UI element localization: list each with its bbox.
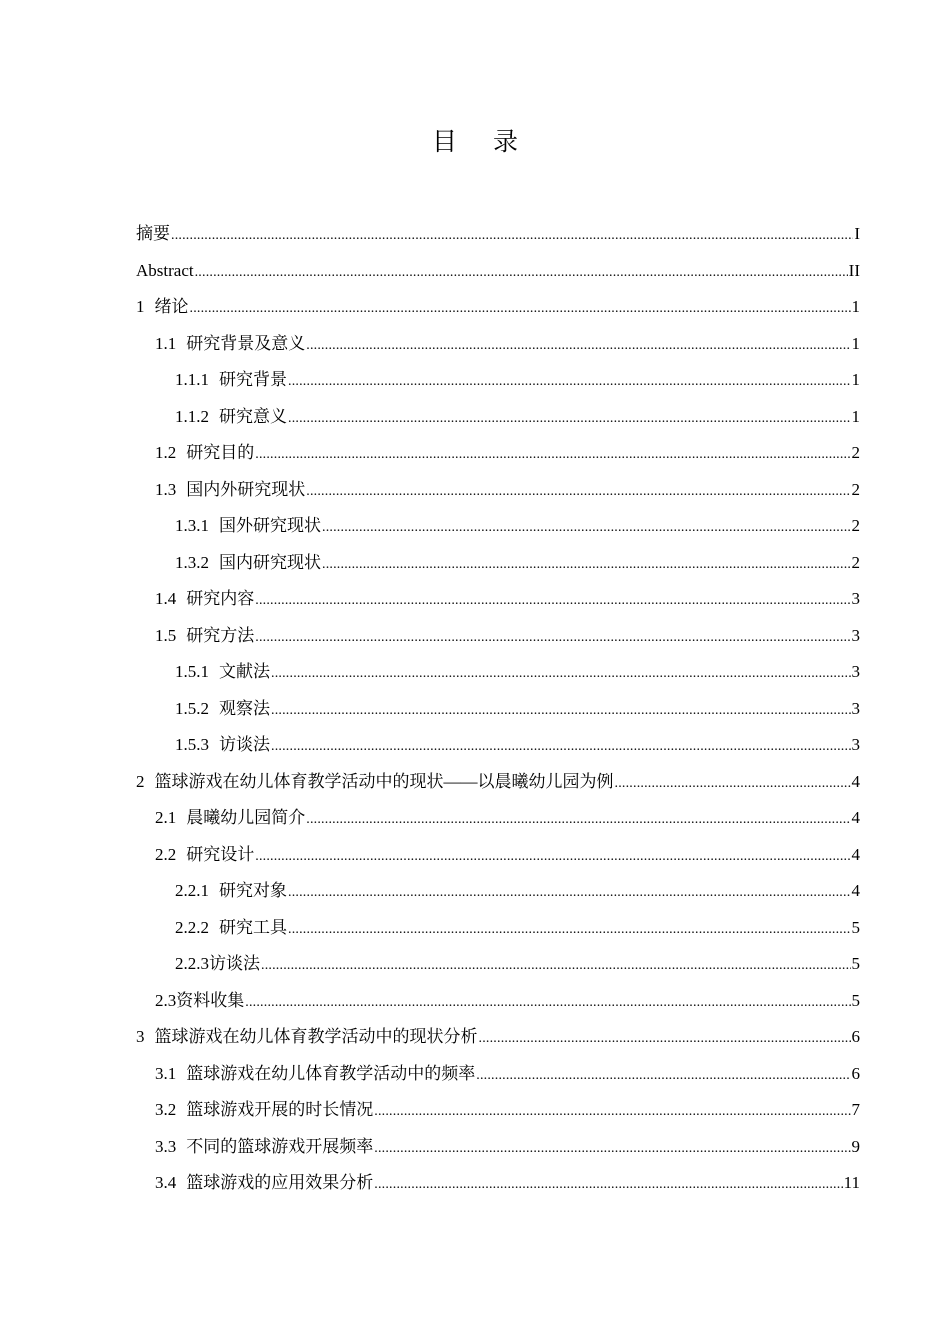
toc-page-number: 1 — [851, 297, 860, 316]
toc-page-number: 2 — [851, 516, 860, 535]
toc-page-number: 11 — [843, 1173, 860, 1192]
toc-entry-label: 绪论 — [154, 297, 189, 316]
toc-page-number: 4 — [851, 771, 860, 791]
toc-entry-title[interactable] — [155, 800, 305, 837]
toc-entry-title[interactable] — [155, 1056, 475, 1093]
toc-entry-label: 篮球游戏开展的时长情况 — [186, 1100, 374, 1119]
toc-entry[interactable] — [136, 618, 860, 655]
toc-entry[interactable] — [136, 946, 860, 983]
toc-entry[interactable] — [136, 654, 860, 691]
toc-entry[interactable] — [136, 581, 860, 618]
toc-dot-leader — [322, 547, 851, 584]
toc-entry-title[interactable] — [155, 618, 254, 655]
toc-entry-label: 研究工具 — [219, 917, 287, 937]
toc-entry-label: 国外研究现状 — [219, 516, 321, 535]
toc-entry-label: 篮球游戏的应用效果分析 — [186, 1173, 374, 1192]
page-title: 目 录 — [432, 127, 532, 156]
toc-entry[interactable] — [136, 800, 860, 837]
toc-entry-label: 不同的篮球游戏开展频率 — [186, 1136, 374, 1156]
toc-entry[interactable] — [136, 399, 860, 436]
toc-entry-number: 1.2 — [155, 443, 177, 462]
toc-entry-label: 研究意义 — [219, 406, 287, 426]
toc-entry-label: 研究对象 — [219, 881, 287, 900]
toc-dot-leader — [374, 1131, 850, 1168]
toc-entry-title[interactable] — [155, 1092, 373, 1129]
toc-entry[interactable] — [136, 545, 860, 582]
toc-entry-label: 研究设计 — [186, 844, 255, 864]
toc-page-number: 4 — [851, 844, 860, 864]
toc-entry-label: 资料收集 — [176, 990, 245, 1010]
toc-entry-label: 访谈法 — [209, 954, 260, 973]
toc-entry-title[interactable] — [136, 764, 614, 801]
toc-entry-title[interactable] — [175, 946, 260, 983]
toc-entry-number: 3.4 — [155, 1173, 177, 1192]
toc-entry[interactable] — [136, 691, 860, 728]
toc-page-number: 3 — [851, 735, 860, 754]
toc-entry[interactable] — [136, 1056, 860, 1093]
toc-entry[interactable] — [136, 216, 860, 253]
toc-dot-leader — [306, 328, 850, 365]
toc-page-number: II — [848, 260, 860, 280]
toc-entry-label: 篮球游戏在幼儿体育教学活动中的现状分析 — [154, 1027, 478, 1046]
toc-entry[interactable] — [136, 508, 860, 545]
toc-entry-number: 1 — [136, 297, 145, 316]
toc-entry-title[interactable] — [136, 253, 194, 290]
toc-entry-label: 篮球游戏在幼儿体育教学活动中的现状——以晨曦幼儿园为例 — [154, 771, 614, 791]
toc-dot-leader — [171, 218, 853, 255]
toc-dot-leader — [255, 620, 850, 657]
toc-entry-title[interactable] — [155, 837, 254, 874]
toc-entry-number: 1.3.1 — [175, 516, 209, 535]
toc-page-number: 3 — [851, 625, 860, 645]
toc-page-number: 4 — [851, 808, 860, 827]
toc-entry-number: 1.5.2 — [175, 698, 209, 718]
toc-entry-label: 观察法 — [219, 698, 270, 718]
toc-entry-title[interactable] — [175, 910, 287, 947]
toc-page-number: 2 — [851, 552, 860, 572]
toc-entry-number: 2.2 — [155, 844, 177, 864]
toc-entry-number: 2 — [136, 771, 145, 791]
toc-page-number: 3 — [851, 662, 860, 681]
toc-entry-label: 研究背景 — [219, 370, 287, 389]
toc-entry[interactable] — [136, 983, 860, 1020]
toc-entry-number: 2.1 — [155, 808, 177, 827]
toc-dot-leader — [288, 875, 851, 912]
toc-dot-leader — [271, 656, 851, 693]
toc-entry-title[interactable] — [155, 326, 305, 363]
toc-entry-number: 1.5.1 — [175, 662, 209, 681]
toc-entry-title[interactable] — [155, 472, 305, 509]
toc-entry-title[interactable] — [155, 1129, 373, 1166]
toc-dot-leader — [288, 912, 851, 949]
toc-entry-number: 3 — [136, 1027, 145, 1046]
toc-dot-leader — [288, 401, 851, 438]
toc-page-number: 4 — [851, 881, 860, 900]
toc-entry-title[interactable] — [155, 435, 254, 472]
toc-entry-label: 摘要 — [136, 224, 170, 243]
toc-entry-number: 2.2.1 — [175, 881, 209, 900]
toc-entry-title[interactable] — [175, 691, 270, 728]
toc-entry[interactable] — [136, 1129, 860, 1166]
toc-entry-label: 国内外研究现状 — [186, 479, 306, 499]
toc-dot-leader — [245, 985, 850, 1022]
toc-entry[interactable] — [136, 764, 860, 801]
toc-dot-leader — [271, 729, 851, 766]
toc-entry-number: 1.3.2 — [175, 552, 209, 572]
toc-entry-label: 国内研究现状 — [219, 552, 321, 572]
toc-entry-label: 研究内容 — [186, 589, 255, 608]
toc-page-number: 3 — [851, 589, 860, 608]
toc-entry[interactable] — [136, 837, 860, 874]
toc-entry-number: 1.5 — [155, 625, 177, 645]
toc-dot-leader — [190, 291, 851, 328]
toc-dot-leader — [479, 1021, 851, 1058]
toc-entry-number: 3.3 — [155, 1136, 177, 1156]
toc-page-number: 1 — [851, 406, 860, 426]
toc-entry[interactable] — [136, 910, 860, 947]
toc-entry[interactable] — [136, 326, 860, 363]
toc-page-number: 9 — [851, 1136, 860, 1156]
toc-entry-number: 3.2 — [155, 1100, 177, 1119]
toc-page-number: 5 — [851, 990, 860, 1010]
toc-entry[interactable] — [136, 1165, 860, 1202]
toc-entry-label: 研究目的 — [186, 443, 255, 462]
toc-dot-leader — [306, 802, 850, 839]
toc-entry-title[interactable] — [136, 289, 189, 326]
toc-entry-label: 文献法 — [219, 662, 270, 681]
toc-entry-label: Abstract — [136, 260, 194, 280]
toc-entry[interactable] — [136, 727, 860, 764]
toc-entry-number: 1.1 — [155, 333, 177, 353]
toc-entry-number: 2.2.3 — [175, 954, 209, 973]
toc-entry-label: 研究背景及意义 — [186, 333, 306, 353]
toc-dot-leader — [271, 693, 851, 730]
table-of-contents — [136, 216, 860, 1202]
toc-page-number: 6 — [851, 1027, 860, 1046]
toc-entry[interactable] — [136, 873, 860, 910]
toc-entry-label: 访谈法 — [219, 735, 270, 754]
toc-page-number: 5 — [851, 917, 860, 937]
toc-entry-number: 3.1 — [155, 1063, 177, 1083]
toc-entry-number: 1.1.1 — [175, 370, 209, 389]
toc-entry[interactable] — [136, 253, 860, 290]
toc-dot-leader — [476, 1058, 850, 1095]
toc-dot-leader — [374, 1094, 850, 1131]
toc-page-number: 1 — [851, 370, 860, 389]
toc-page-number: 3 — [851, 698, 860, 718]
toc-entry-title[interactable] — [175, 873, 287, 910]
toc-entry-title[interactable] — [175, 654, 270, 691]
toc-entry-number: 2.2.2 — [175, 917, 209, 937]
toc-dot-leader — [255, 437, 850, 474]
toc-page-number: 2 — [851, 443, 860, 462]
toc-entry-title[interactable] — [175, 545, 321, 582]
toc-entry-title[interactable] — [155, 581, 254, 618]
toc-entry[interactable] — [136, 362, 860, 399]
toc-dot-leader — [288, 364, 851, 401]
toc-dot-leader — [195, 255, 848, 292]
toc-entry-label: 晨曦幼儿园简介 — [186, 808, 306, 827]
toc-page-number: 1 — [851, 333, 860, 353]
toc-entry-title[interactable] — [136, 216, 170, 253]
toc-entry-number: 1.1.2 — [175, 406, 209, 426]
toc-entry-number: 1.5.3 — [175, 735, 209, 754]
toc-entry[interactable] — [136, 435, 860, 472]
toc-entry-number: 1.3 — [155, 479, 177, 499]
toc-dot-leader — [261, 948, 851, 985]
toc-entry-title[interactable] — [175, 508, 321, 545]
toc-entry-title[interactable] — [155, 983, 244, 1020]
toc-dot-leader — [322, 510, 851, 547]
toc-entry[interactable] — [136, 289, 860, 326]
toc-dot-leader — [306, 474, 850, 511]
toc-dot-leader — [255, 839, 850, 876]
toc-page-number: 7 — [851, 1100, 860, 1119]
toc-entry-title[interactable] — [175, 727, 270, 764]
toc-page-number: I — [854, 224, 860, 243]
toc-entry-title[interactable] — [155, 1165, 373, 1202]
toc-entry-title[interactable] — [175, 362, 287, 399]
toc-entry-title[interactable] — [175, 399, 287, 436]
toc-dot-leader — [255, 583, 850, 620]
toc-page-number: 2 — [851, 479, 860, 499]
toc-page-number: 5 — [851, 954, 860, 973]
toc-entry-number: 1.4 — [155, 589, 177, 608]
toc-entry-label: 研究方法 — [186, 625, 255, 645]
toc-entry[interactable] — [136, 1019, 860, 1056]
toc-entry-title[interactable] — [136, 1019, 478, 1056]
toc-entry[interactable] — [136, 1092, 860, 1129]
toc-entry-label: 篮球游戏在幼儿体育教学活动中的频率 — [186, 1063, 476, 1083]
toc-entry[interactable] — [136, 472, 860, 509]
toc-page-number: 6 — [851, 1063, 860, 1083]
toc-entry-number: 2.3 — [155, 990, 177, 1010]
toc-dot-leader — [615, 766, 851, 803]
toc-dot-leader — [374, 1167, 842, 1204]
